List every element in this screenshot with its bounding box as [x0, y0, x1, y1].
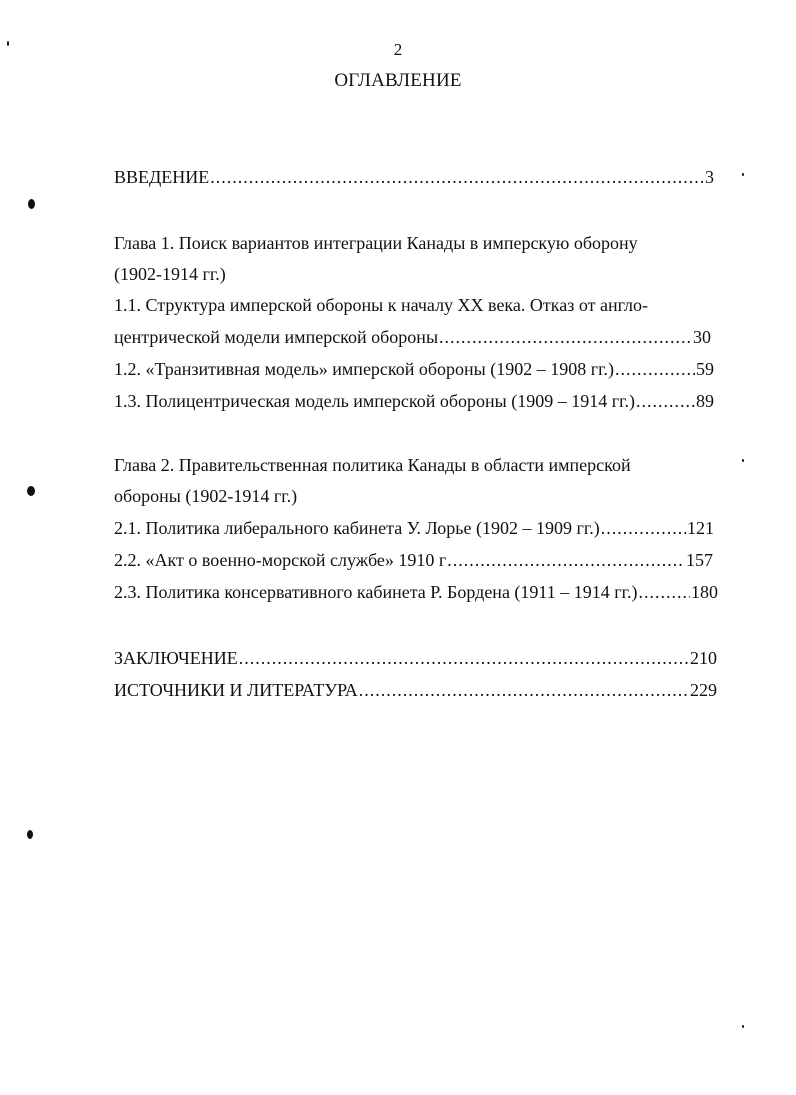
toc-entry-2-1[interactable] — [114, 517, 714, 539]
leader-dots — [601, 517, 686, 539]
scan-speck — [742, 173, 744, 176]
toc-entry-page: 59 — [696, 359, 714, 379]
leader-dots — [439, 326, 692, 348]
scan-speck — [27, 486, 35, 496]
toc-entry-2-2[interactable] — [114, 549, 713, 571]
toc-entry-label: 1.2. «Транзитивная модель» имперской обороны (1902 – 1908 гг.) — [114, 359, 614, 379]
toc-entry-page: 89 — [696, 391, 714, 411]
toc-entry-1-1-line1[interactable]: 1.1. Структура имперской обороны к началу XX века. Отказ от англо- — [114, 295, 649, 315]
toc-entry-page: 157 — [686, 550, 713, 570]
toc-entry-page: 121 — [687, 518, 714, 538]
toc-entry-label: ЗАКЛЮЧЕНИЕ — [114, 648, 238, 668]
chapter2-title-years: обороны (1902-1914 гг.) — [114, 486, 298, 506]
leader-dots — [359, 679, 689, 701]
toc-entry-page: 229 — [690, 680, 717, 700]
leader-dots — [615, 358, 695, 380]
toc-entry-label: центрической модели имперской обороны — [114, 327, 439, 347]
leader-dots — [639, 581, 691, 603]
scan-speck — [27, 830, 33, 839]
leader-dots — [210, 166, 704, 188]
scan-speck — [28, 199, 35, 209]
chapter1-title-years: (1902-1914 гг.) — [114, 264, 226, 284]
scan-speck — [742, 459, 744, 462]
toc-entry-label: 2.2. «Акт о военно-морской службе» 1910 г — [114, 550, 447, 570]
toc-entry-page: 210 — [690, 648, 717, 668]
toc-entry-label: ИСТОЧНИКИ И ЛИТЕРАТУРА — [114, 680, 358, 700]
toc-entry-1-3[interactable] — [114, 390, 714, 412]
toc-entry-label: ВВЕДЕНИЕ — [114, 167, 210, 187]
toc-entry-page: 3 — [705, 167, 714, 187]
leader-dots — [239, 647, 689, 669]
toc-entry-1-1[interactable] — [114, 326, 711, 348]
toc-entry-2-3[interactable] — [114, 581, 718, 603]
scan-speck — [7, 41, 9, 46]
toc-entry-1-2[interactable] — [114, 358, 714, 380]
page-number: 2 — [393, 40, 403, 59]
leader-dots — [447, 549, 685, 571]
toc-entry-page: 30 — [693, 327, 711, 347]
toc-entry-sources[interactable] — [114, 679, 717, 701]
chapter2-title[interactable]: Глава 2. Правительственная политика Канады в области имперской — [114, 455, 631, 475]
toc-entry-intro[interactable] — [114, 166, 714, 188]
toc-entry-label: 1.3. Полицентрическая модель имперской обороны (1909 – 1914 гг.) — [114, 391, 635, 411]
toc-entry-page: 180 — [691, 582, 718, 602]
leader-dots — [636, 390, 695, 412]
scan-speck — [742, 1025, 744, 1028]
toc-entry-label: 2.3. Политика консервативного кабинета Р. Бордена (1911 – 1914 гг.) — [114, 582, 638, 602]
toc-title: ОГЛАВЛЕНИЕ — [334, 70, 462, 91]
chapter1-title[interactable]: Глава 1. Поиск вариантов интеграции Канады в имперскую оборону — [114, 233, 638, 253]
toc-entry-label: 2.1. Политика либерального кабинета У. Лорье (1902 – 1909 гг.) — [114, 518, 600, 538]
toc-entry-conclusion[interactable] — [114, 647, 717, 669]
